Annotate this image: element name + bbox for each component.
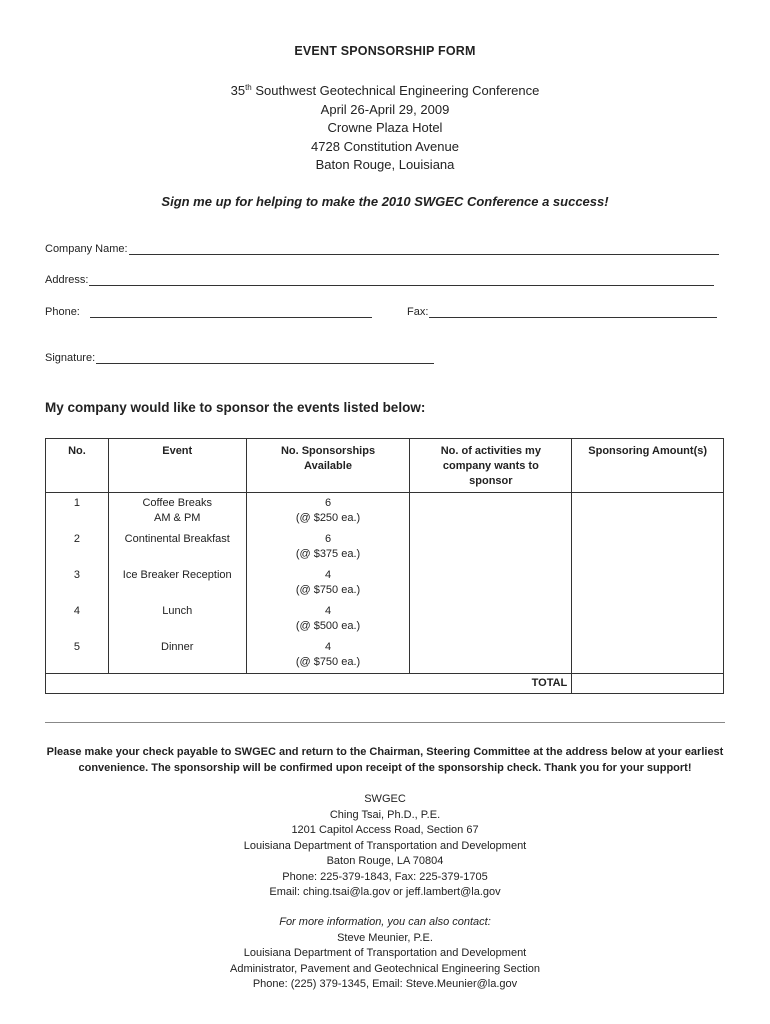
conference-city: Baton Rouge, Louisiana <box>315 157 455 173</box>
conference-number: 35 <box>230 83 246 98</box>
company-name-field[interactable] <box>129 242 719 255</box>
contact-phone: Phone: (225) 379-1345, Email: Steve.Meunier@la.gov <box>252 978 518 990</box>
address-label: Address: <box>45 274 89 286</box>
table-header-row <box>46 439 724 493</box>
activities-input-cell[interactable] <box>410 601 572 637</box>
total-row <box>46 674 724 694</box>
row-available <box>246 601 410 637</box>
table-row <box>46 529 724 565</box>
header-activities <box>410 439 572 493</box>
header-activities-text: No. of activities my company wants to sponsor <box>440 445 541 487</box>
table-row <box>46 565 724 601</box>
address-field[interactable] <box>89 273 714 286</box>
row-event <box>108 637 246 674</box>
form-title: EVENT SPONSORSHIP FORM <box>294 44 476 58</box>
table-row <box>46 601 724 637</box>
address-email: Email: ching.tsai@la.gov or jeff.lambert@la.gov <box>269 886 501 898</box>
table-row <box>46 493 724 530</box>
event-name: Dinner <box>161 641 194 653</box>
header-available <box>246 439 410 493</box>
row-no: 1 <box>46 493 109 530</box>
price-each: (@ $500 ea.) <box>295 620 361 632</box>
contact-role: Administrator, Pavement and Geotechnical Engineering Section <box>229 962 540 975</box>
amount-input-cell[interactable] <box>572 637 724 674</box>
sponsor-heading: My company would like to sponsor the events listed below: <box>45 400 426 415</box>
event-name: Ice Breaker Reception <box>122 569 232 581</box>
conference-info <box>0 82 770 175</box>
signup-text: Sign me up for helping to make the 2010 SWGEC Conference a success! <box>161 194 609 209</box>
total-label: TOTAL <box>46 674 572 694</box>
event-name: Coffee Breaks <box>142 497 212 509</box>
address-org: SWGEC <box>364 793 406 805</box>
price-each: (@ $375 ea.) <box>295 548 361 560</box>
header-amount: Sponsoring Amount(s) <box>572 439 724 493</box>
available-count: 6 <box>324 497 332 509</box>
available-count: 4 <box>324 605 332 617</box>
row-available <box>246 637 410 674</box>
amount-input-cell[interactable] <box>572 565 724 601</box>
available-count: 4 <box>324 641 332 653</box>
fax-row <box>407 305 717 318</box>
address-name: Ching Tsai, Ph.D., P.E. <box>329 808 441 821</box>
table-row <box>46 637 724 674</box>
event-name-line2: AM & PM <box>154 512 201 524</box>
address-row <box>45 273 714 286</box>
contact-name: Steve Meunier, P.E. <box>337 931 433 944</box>
signature-field[interactable] <box>96 351 434 364</box>
price-each: (@ $250 ea.) <box>295 512 361 524</box>
fax-label: Fax: <box>407 306 429 318</box>
row-event <box>108 493 246 530</box>
phone-label: Phone: <box>45 306 80 318</box>
signature-row <box>45 351 434 364</box>
fax-field[interactable] <box>429 305 717 318</box>
additional-contact <box>0 915 770 993</box>
amount-input-cell[interactable] <box>572 493 724 530</box>
address-street: 1201 Capitol Access Road, Section 67 <box>291 824 479 836</box>
conference-name <box>0 82 770 101</box>
contact-intro: For more information, you can also contact: <box>279 916 491 928</box>
available-count: 4 <box>324 569 332 581</box>
signature-label: Signature: <box>45 352 96 364</box>
conference-number-suffix: th <box>245 83 252 92</box>
contact-dept: Louisiana Department of Transportation and Development <box>243 947 527 959</box>
company-name-row <box>45 242 719 255</box>
header-available-text: No. Sponsorships Available <box>280 445 376 472</box>
price-each: (@ $750 ea.) <box>295 584 361 596</box>
mailing-address <box>0 792 770 901</box>
row-available <box>246 493 410 530</box>
conference-dates: April 26-April 29, 2009 <box>320 101 450 117</box>
total-amount-cell[interactable] <box>572 674 724 694</box>
company-name-label: Company Name: <box>45 243 128 255</box>
activities-input-cell[interactable] <box>410 493 572 530</box>
address-city: Baton Rouge, LA 70804 <box>326 855 444 867</box>
row-event <box>108 565 246 601</box>
conference-title: Southwest Geotechnical Engineering Conference <box>251 83 540 98</box>
row-no: 5 <box>46 637 109 674</box>
event-name: Lunch <box>162 605 193 617</box>
amount-input-cell[interactable] <box>572 529 724 565</box>
row-no: 2 <box>46 529 109 565</box>
header-event: Event <box>108 439 246 493</box>
event-name: Continental Breakfast <box>124 533 230 545</box>
address-dept: Louisiana Department of Transportation and Development <box>243 839 527 852</box>
phone-row <box>45 305 372 318</box>
row-available <box>246 565 410 601</box>
row-available <box>246 529 410 565</box>
row-event <box>108 529 246 565</box>
available-count: 6 <box>324 533 332 545</box>
phone-field[interactable] <box>90 305 372 318</box>
conference-street: 4728 Constitution Avenue <box>311 138 459 154</box>
row-event <box>108 601 246 637</box>
activities-input-cell[interactable] <box>410 529 572 565</box>
section-divider <box>45 722 725 723</box>
activities-input-cell[interactable] <box>410 565 572 601</box>
row-no: 4 <box>46 601 109 637</box>
payment-instructions: Please make your check payable to SWGEC and return to the Chairman, Steering Committee at the address below at your earliest convenience. The sponsorship will be confirmed upon receipt of the sponsorship check. Thank you for your support! <box>46 746 724 774</box>
conference-hotel: Crowne Plaza Hotel <box>327 120 443 136</box>
header-no: No. <box>46 439 109 493</box>
sponsorship-table <box>45 438 724 694</box>
address-phone: Phone: 225-379-1843, Fax: 225-379-1705 <box>282 870 488 883</box>
amount-input-cell[interactable] <box>572 601 724 637</box>
activities-input-cell[interactable] <box>410 637 572 674</box>
price-each: (@ $750 ea.) <box>295 656 361 668</box>
row-no: 3 <box>46 565 109 601</box>
